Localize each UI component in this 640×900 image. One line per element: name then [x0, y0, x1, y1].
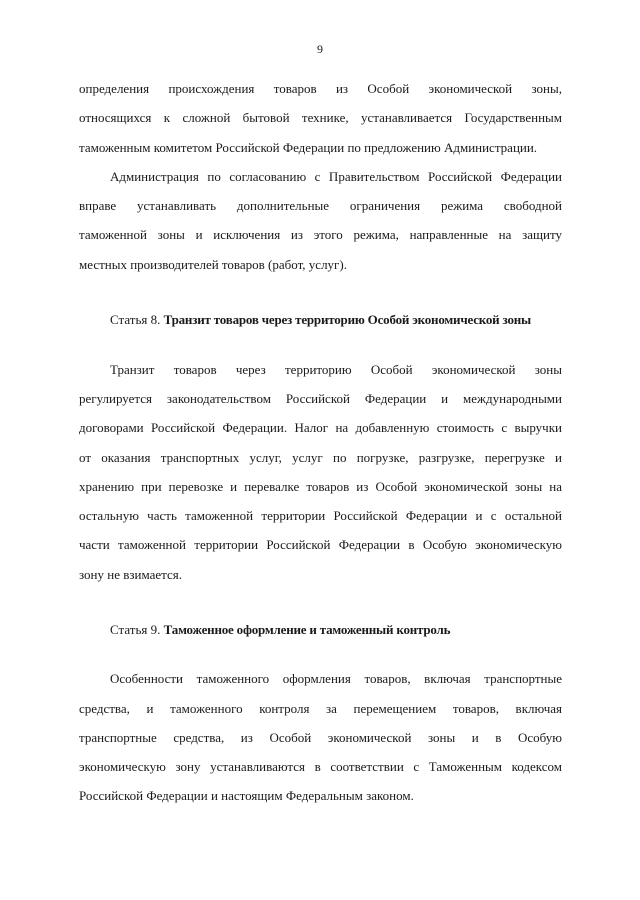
paragraph-line: Администрация по согласованию с Правительством Российской Федерации: [110, 169, 562, 184]
paragraph-line: местных производителей товаров (работ, услуг).: [79, 257, 347, 272]
article-9-title: Таможенное оформление и таможенный контроль: [163, 622, 451, 637]
article-8-line: договорами Российской Федерации. Налог на добавленную стоимость с выручки: [79, 420, 562, 435]
paragraph-line: таможенной зоны и исключения из этого режима, направленные на защиту: [79, 227, 562, 242]
article-9-line: транспортные средства, из Особой экономической зоны и в Особую: [79, 730, 562, 745]
article-8-label: Статья 8.: [110, 312, 161, 327]
article-8-line: от оказания транспортных услуг, услуг по погрузке, разгрузке, перегрузке и: [79, 450, 562, 465]
paragraph-line: определения происхождения товаров из Особой экономической зоны,: [79, 81, 562, 96]
article-8-line: остальную часть таможенной территории Российской Федерации и с остальной: [79, 508, 562, 523]
article-9-heading: [110, 621, 450, 638]
page-number: 9: [317, 42, 323, 56]
article-8-title: Транзит товаров через территорию Особой экономической зоны: [163, 312, 532, 327]
article-8-line: части таможенной территории Российской Федерации в Особую экономическую: [79, 537, 562, 552]
article-9-line: Российской Федерации и настоящим Федеральным законом.: [79, 788, 414, 803]
article-9-line: Особенности таможенного оформления товаров, включая транспортные: [110, 671, 562, 686]
paragraph-line: таможенным комитетом Российской Федерации по предложению Администрации.: [79, 140, 538, 155]
article-8-line: зону не взимается.: [79, 567, 182, 582]
paragraph-line: относящихся к сложной бытовой технике, устанавливается Государственным: [79, 110, 562, 125]
article-9-label: Статья 9.: [110, 622, 161, 637]
paragraph-line: вправе устанавливать дополнительные ограничения режима свободной: [79, 198, 562, 213]
article-8-line: хранению при перевозке и перевалке товаров из Особой экономической зоны на: [79, 479, 562, 494]
article-8-heading: [110, 311, 531, 328]
article-9-line: экономическую зону устанавливаются в соответствии с Таможенным кодексом: [79, 759, 562, 774]
article-8-line: регулируется законодательством Российской Федерации и международными: [79, 391, 562, 406]
article-8-line: Транзит товаров через территорию Особой экономической зоны: [110, 362, 562, 377]
article-9-line: средства, и таможенного контроля за перемещением товаров, включая: [79, 701, 562, 716]
